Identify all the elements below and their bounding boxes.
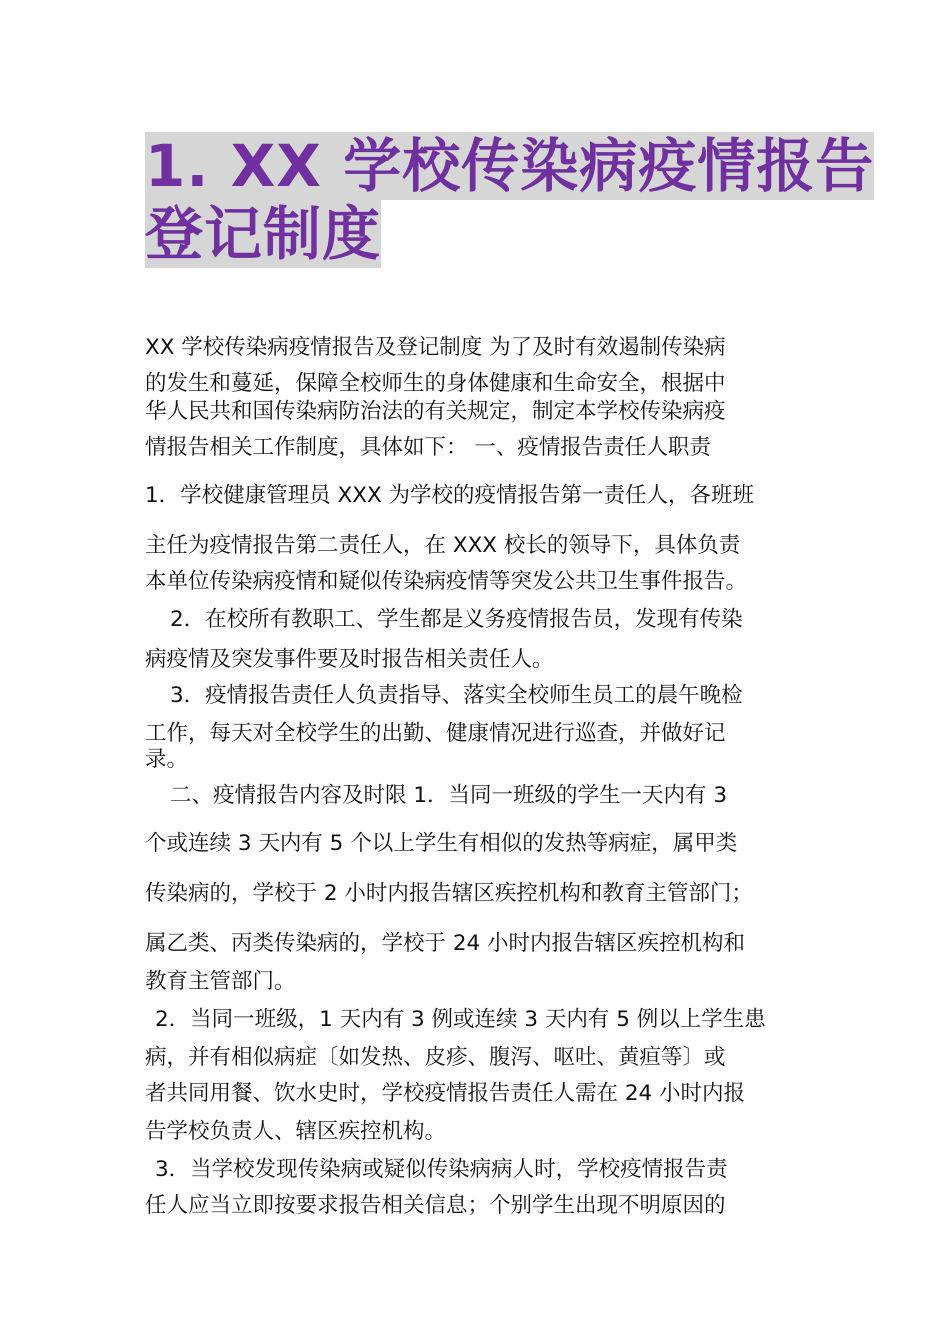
document-title-line-1: 1. XX 学校传染病疫情报告 <box>145 132 875 200</box>
body-line: 病，并有相似病症〔如发热、皮疹、腹泻、呕吐、黄疸等〕或 <box>145 1045 726 1070</box>
body-line: 教育主管部门。 <box>145 969 296 994</box>
body-line: 本单位传染病疫情和疑似传染病疫情等突发公共卫生事件报告。 <box>145 569 748 594</box>
body-line: 属乙类、丙类传染病的，学校于 24 小时内报告辖区疾控机构和 <box>145 931 746 956</box>
body-line: 主任为疫情报告第二责任人，在 XXX 校长的领导下，具体负责 <box>145 533 741 558</box>
body-line: 个或连续 3 天内有 5 个以上学生有相似的发热等病症，属甲类 <box>145 831 738 856</box>
body-line: 1．学校健康管理员 XXX 为学校的疫情报告第一责任人，各班班 <box>145 483 755 508</box>
body-line: 3．疫情报告责任人负责指导、落实全校师生员工的晨午晚检 <box>170 683 743 708</box>
body-line: 2．当同一班级，1 天内有 3 例或连续 3 天内有 5 例以上学生患 <box>155 1007 766 1032</box>
body-line: 华人民共和国传染病防治法的有关规定，制定本学校传染病疫 <box>145 399 726 424</box>
body-line: 告学校负责人、辖区疾控机构。 <box>145 1119 447 1144</box>
body-line: 者共同用餐、饮水史时，学校疫情报告责任人需在 24 小时内报 <box>145 1081 746 1106</box>
body-line: 二、疫情报告内容及时限 1．当同一班级的学生一天内有 3 <box>170 783 728 808</box>
body-line: XX 学校传染病疫情报告及登记制度 为了及时有效遏制传染病 <box>145 335 726 360</box>
body-line: 情报告相关工作制度，具体如下： 一、疫情报告责任人职责 <box>145 435 711 460</box>
body-line: 传染病的，学校于 2 小时内报告辖区疾控机构和教育主管部门； <box>145 881 753 906</box>
body-line: 任人应当立即按要求报告相关信息；个别学生出现不明原因的 <box>145 1193 726 1218</box>
document-title-line-2: 登记制度 <box>145 200 382 268</box>
body-line: 录。 <box>145 747 189 772</box>
body-line: 3．当学校发现传染病或疑似传染病病人时，学校疫情报告责 <box>155 1157 728 1182</box>
body-line: 病疫情及突发事件要及时报告相关责任人。 <box>145 647 554 672</box>
body-line: 的发生和蔓延，保障全校师生的身体健康和生命安全，根据中 <box>145 371 726 396</box>
body-line: 2．在校所有教职工、学生都是义务疫情报告员，发现有传染 <box>170 607 743 632</box>
body-line: 工作，每天对全校学生的出勤、健康情况进行巡查，并做好记 <box>145 721 726 746</box>
